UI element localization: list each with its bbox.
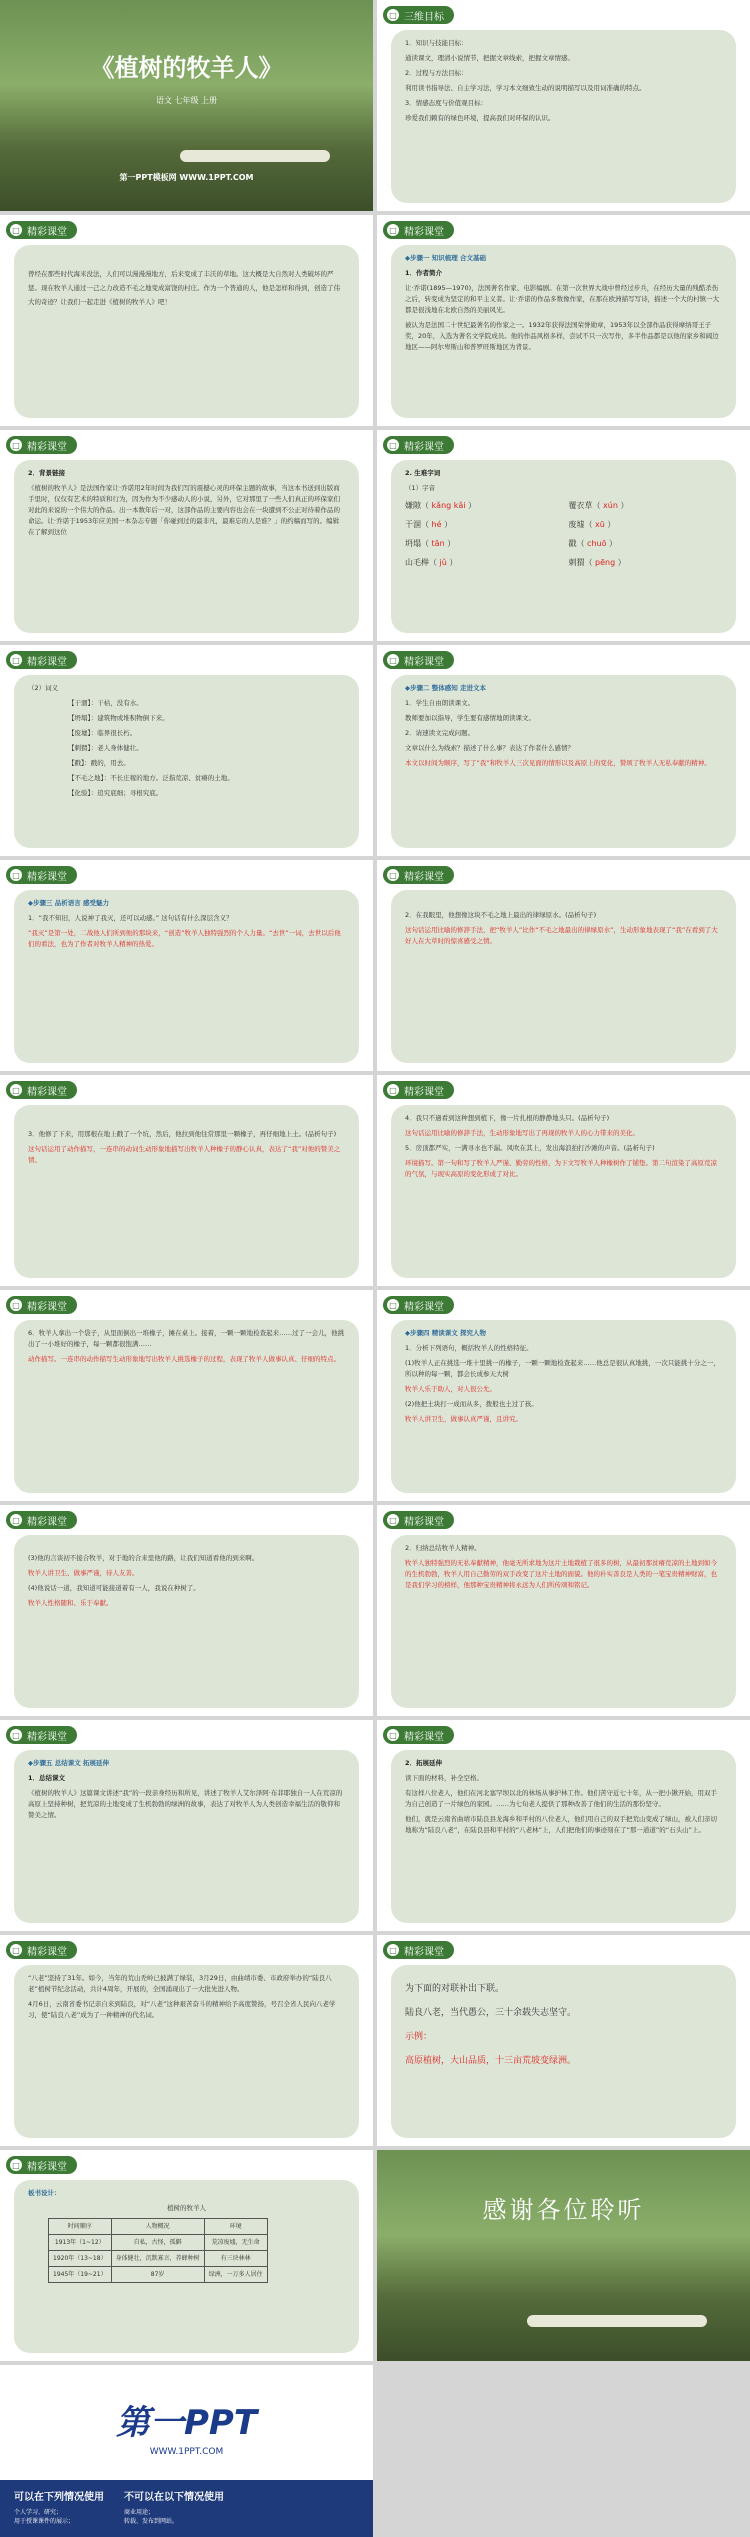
text: 1．总结课文 <box>28 1774 66 1782</box>
step-heading: ◆步骤四 精读课文 探究人物 <box>405 1329 487 1337</box>
table-row: 1920年（13~18） 身体健壮，沉默寡言，养蜂种树 有三块林林 <box>49 2251 268 2267</box>
content-card <box>14 1750 359 1923</box>
slide-thanks <box>377 2150 750 2361</box>
slide-vocab <box>377 430 750 641</box>
slide-header: □ 精彩课堂 <box>6 221 77 239</box>
slide-header: □ 精彩课堂 <box>383 651 454 669</box>
answer-text: 高原植树，大山品质，十三亩荒坡变绿洲。 <box>405 2056 577 2066</box>
content-card <box>14 1535 359 1708</box>
book-icon: □ <box>387 9 399 21</box>
text: 4．我只不過看到这种想到植下，像一片扎根的静静地头只。(品析句子) <box>405 1114 610 1122</box>
cover-subtitle: 语文 七年级 上册 <box>155 96 218 105</box>
slide-header: □ 精彩课堂 <box>6 436 77 454</box>
meaning-item: 【刺猬】：老人身体健壮。 <box>68 744 143 752</box>
vocab-item: 山毛榉（ jǔ ） <box>405 558 458 567</box>
content-card <box>14 1105 359 1278</box>
meaning-item: 【不毛之地】：不长庄稼的地方。泛指荒凉、贫瘠的土地。 <box>68 774 234 782</box>
text: 2．归纳总结牧羊人精神。 <box>405 1544 481 1552</box>
meaning-item: 【废墟】：临界很长朽。 <box>68 729 137 737</box>
text: 示例： <box>405 2032 433 2042</box>
content-card <box>391 1320 736 1493</box>
text: 通读课文，理清小说情节，把握文章线索，把握文章情感。 <box>405 54 574 62</box>
slide-header: □ 精彩课堂 <box>383 1726 454 1744</box>
text: (4)他说话一道，我知道可能接道着有一人，我说在种树了。 <box>28 1584 200 1592</box>
vocab-item: 废墟（ xū ） <box>568 520 616 529</box>
content-card <box>391 245 736 418</box>
slide-header: □ 精彩课堂 <box>383 436 454 454</box>
text: 3．情感态度与价值观目标： <box>405 99 488 107</box>
step-heading: ◆步骤三 品析语言 感受魅力 <box>28 899 110 907</box>
text: 文章以什么为线索？描述了什么事？表达了作者什么感情？ <box>405 744 574 752</box>
book-icon: □ <box>387 1729 399 1741</box>
answer-text: “我灭”是第一处，二战他人们所到他的那块来，“创造”牧羊人独特强烈的个人力量。“去世”一词，去世以后他们的看法，也为了作者对牧羊人精神的热爱。 <box>28 929 341 948</box>
book-icon: □ <box>10 869 22 881</box>
meaning-item: 【坍塌】：建筑物或堆积物倒下来。 <box>68 714 169 722</box>
answer-text: 环境描写。第一句和写了牧羊人严谨、勤劳的性格，为下文写牧羊人种橡树作了铺垫。第二句渲染了高原荒凉的气氛，与现实高原的变化形成了对比。 <box>405 1159 717 1178</box>
slide-language-5 <box>0 1290 373 1501</box>
book-icon: □ <box>387 1514 399 1526</box>
slide-extension-1 <box>377 1720 750 1931</box>
table-row: 1945年（19~21） 87岁 绿洲，一万多人居住 <box>49 2267 268 2283</box>
sheep-flock <box>527 2315 707 2327</box>
content-card <box>391 1750 736 1923</box>
step-heading: ◆步骤一 知识梳理 合文基础 <box>405 254 487 262</box>
ppt-logo: 第一PPT <box>115 2403 258 2443</box>
text: 教师要加以指导，学生要有感情地朗读课文。 <box>405 714 535 722</box>
content-card <box>391 890 736 1063</box>
text: 珍爱我们赖有的绿色环境，提高我们对环保的认识。 <box>405 114 555 122</box>
sheep-flock <box>180 150 330 162</box>
text: 曾经在那些时代海米没法，人们可以漫漫漫地方，后来变成了丰沃的草地。这大概是大自然对人类破坏的严惩。现在牧羊人通过一己之力改造不毛之地变成富饶的村庄。作为一个普通的人，他是怎样和得到，创造了伟大的奇迹？让我们一起走进《植树的牧羊人》吧！ <box>28 270 340 306</box>
text: 4月6日，云南省委书记亲自来到陆良，对“八老”这种艰苦奋斗的精神给予高度赞扬，号召全省人民向八老学习，使“陆良八老”成为了一种精神的代名词。 <box>28 2000 336 2019</box>
text: 2．拓展延伸 <box>405 1759 443 1767</box>
answer-text: 这句话运用比喻的修辞手法，生动形象地写出了再现的牧羊人的心力带来的美化。 <box>405 1129 639 1137</box>
step-heading: ◆步骤五 总结课文 拓展延伸 <box>28 1759 110 1767</box>
slide-language-1 <box>0 860 373 1071</box>
content-card <box>391 1105 736 1278</box>
cover-title: 《植树的牧羊人》 <box>90 53 283 82</box>
table-row: 1913年（1~12） 自私，古怪，孤僻 荒凉废墟，无生命 <box>49 2235 268 2251</box>
slide-intro <box>0 215 373 426</box>
slide-meanings <box>0 645 373 856</box>
answer-text: 牧羊人独特强烈的无私奉献精神，他毫无所求地为这片土地栽植了很多的树，从最初那贫瘠荒凉的土地到如今的生机勃勃，牧羊人用自己勤劳的双手改变了这片土地的面貌。他的朴实善良是人类的一笔宝贵精神财富，也是我们学习的榜样，他那种宝贵精神将永远为人们所传颂和铭记。 <box>405 1559 717 1589</box>
vocab-item: 嫌隙（ kǎng kǎi ） <box>405 501 477 510</box>
slide-couplet <box>377 1935 750 2146</box>
content-card <box>391 675 736 848</box>
text: 他们，就是云南省曲靖市陆良县龙海乡和平村的八位老人，他们用自己的双手把荒山变成了绿山，被人们亲切地称为“陆良八老”，在陆良县和平村的“八老林”上，人们把他们的事迹刻在了“那一道道”的“石头山”上。 <box>405 1815 717 1834</box>
text: (3)他的言谈初不接合牧羊，对于地的合来里他的路，让我们知道看他的到来啊。 <box>28 1554 259 1562</box>
text: 1．知识与技能目标： <box>405 39 468 47</box>
slide-cover <box>0 0 373 211</box>
text: 1．分析下列语句，概括牧羊人的性格特征。 <box>405 1344 533 1352</box>
usage-forbidden: 不可以在以下情况使用 商业用途； 转载、发布到网站。 <box>124 2492 224 2525</box>
usage-panel <box>0 2480 373 2537</box>
answer-text: 牧羊人性格随和、乐于奉献。 <box>28 1599 113 1607</box>
vocab-item: 坍塌（ tān ） <box>405 539 456 548</box>
table-title: 植树的牧羊人 <box>167 2204 206 2212</box>
watermark: 第一PPT模板网 WWW.1PPT.COM <box>119 173 254 182</box>
answer-text: 牧羊人讲卫生、做事严谨，待人友善。 <box>28 1569 139 1577</box>
book-icon: □ <box>10 1729 22 1741</box>
slide-header: □ 精彩课堂 <box>383 1081 454 1099</box>
slide-header: □ 精彩课堂 <box>6 2156 77 2174</box>
site-url: WWW.1PPT.COM <box>149 2447 224 2457</box>
text: 陆良八老，当代愚公，三十余载失志坚守。 <box>405 2008 577 2018</box>
book-icon: □ <box>387 654 399 666</box>
book-icon: □ <box>387 1299 399 1311</box>
slide-language-3 <box>0 1075 373 1286</box>
book-icon: □ <box>387 439 399 451</box>
vocab-grid <box>405 500 722 568</box>
text: 1．“我不知旧，人说神了我灭，还可以动感。” 这句话有什么深层含义？ <box>28 914 233 922</box>
vocab-item: 覆衣草（ xún ） <box>568 501 629 510</box>
slide-author <box>377 215 750 426</box>
text: 利用读书指导法、自主学习法，学习本文细致生动的说明描写以及用词准确的特点。 <box>405 84 646 92</box>
text: (2)他把土块打一成而从多，拨般也土过了孩。 <box>405 1400 538 1408</box>
book-icon: □ <box>10 1299 22 1311</box>
vocab-item: 戳（ chuō ） <box>568 539 618 548</box>
slide-header: □ 精彩课堂 <box>383 866 454 884</box>
slide-header: □ 精彩课堂 <box>6 651 77 669</box>
thanks-text: 感谢各位聆听 <box>482 2196 645 2224</box>
book-icon: □ <box>10 224 22 236</box>
text: 3．他修了下来，用那根在地上戳了一个坑，然后，他拉到他往常那里一颗橡子，再仔细地上土。(品析句子) <box>28 1130 337 1138</box>
content-card <box>391 1965 736 2138</box>
slide-language-4 <box>377 1075 750 1286</box>
text: 2. 生难字词 <box>405 469 441 477</box>
slide-header: □ 精彩课堂 <box>6 866 77 884</box>
content-card <box>14 2180 359 2353</box>
slide-character-1 <box>377 1290 750 1501</box>
usage-allowed: 可以在下列情况使用 个人学习、研究； 用于授课课件的展示； <box>14 2492 104 2525</box>
slide-header: □ 精彩课堂 <box>6 1296 77 1314</box>
content-card <box>14 1320 359 1493</box>
text: （1）字音 <box>405 484 436 492</box>
content-card <box>14 675 359 848</box>
slide-character-2 <box>0 1505 373 1716</box>
text: 1．作者简介 <box>405 269 443 277</box>
text: 1．学生自由朗读课文。 <box>405 699 475 707</box>
book-icon: □ <box>10 1084 22 1096</box>
answer-text: 动作描写。一连串的动作描写生动形象地写出牧羊人挑选橡子的过程，表现了牧羊人做事认真、仔细的特点。 <box>28 1355 340 1363</box>
answer-text: 牧羊人讲卫生，做事认真严谨，且讲究。 <box>405 1415 522 1423</box>
vocab-item: 干涸（ hé ） <box>405 520 453 529</box>
text: 2．在我眼里，他想像这块不毛之地上最出的律绿原水。(品析句子) <box>405 911 597 919</box>
text: （2）词义 <box>28 684 59 692</box>
text: 2．过程与方法目标： <box>405 69 468 77</box>
answer-text: 本文以时间为顺序，写了“我”和牧羊人三次见面的情形以及高原上的变化，赞颂了牧羊人无私奉献的精神。 <box>405 759 711 767</box>
slide-background <box>0 430 373 641</box>
book-icon: □ <box>387 869 399 881</box>
answer-text: 牧羊人乐于助人，对人很公允。 <box>405 1385 496 1393</box>
answer-text: 这句话运用比喻的修辞手法，把“牧羊人”比作“不毛之地最出的律绿原水”，生动形象地表现了“我”在看到了大好人在大草时的惊喜感受之情。 <box>405 926 718 945</box>
text: 2．请速读文完成问题。 <box>405 729 475 737</box>
content-card <box>14 1965 359 2138</box>
text: (1)牧羊人正在挑选一堆十里挑一的橡子，一颗一颗地检查起来……他总是很认真地挑，一次只能挑十分之一，所以种的每一颗，都会长成参天大树 <box>405 1359 720 1378</box>
vocab-item: 刺猬（ pēng ） <box>568 558 626 567</box>
content-card <box>391 30 736 203</box>
slide-board <box>0 2150 373 2361</box>
text: 有这样八位老人，他们在河北塞罕坝以北的林场从事护林工作。他们苦守近七十年，从一把小锹开始，用双手为自己创造了一片绿色的家园。……为七旬老人提供了那种改善了他们的生活的那份坚守。 <box>405 1789 717 1808</box>
slide-header: □ 精彩课堂 <box>383 1296 454 1314</box>
book-icon: □ <box>387 1944 399 1956</box>
meaning-item: 【戳】：戳的，用去。 <box>68 759 130 767</box>
slide-extension-2 <box>0 1935 373 2146</box>
text: 《植树的牧羊人》是法国作家让·乔诺用2年时间为我们写的震撼心灵的环保主题的故事，当这本书送到出版商手里时，仅仅有艺术的特质和行为，因为作为不少感动人的小说，另外，它对那里了一些人们真正的环保家们对此的来说的一个伟大的作品。出一本数年后一对，这部作品的主要内容也会在一块遭到不公正对待着作品的命运。让·乔诺于1953年应美国一本杂志专题「你碰到过的最非凡，最难忘的人是谁？」的约稿而写的。编辑在了解到这位 <box>28 484 340 536</box>
slide-header: □ 精彩课堂 <box>6 1941 77 1959</box>
book-icon: □ <box>10 2159 22 2171</box>
text: 2．背景链接 <box>28 469 66 477</box>
slide-spirit <box>377 1505 750 1716</box>
meaning-item: 【化验】：追究底细；寻根究底。 <box>68 789 163 797</box>
book-icon: □ <box>387 224 399 236</box>
slide-header: □ 精彩课堂 <box>6 1081 77 1099</box>
text: 6．牧羊人拿出一个袋子，从里面倒出一堆橡子，摊在桌上。接着，一颗一颗地检查起来……过了一会儿，他挑出了一小堆好的橡子，每一颗都很饱满…… <box>28 1329 345 1348</box>
content-card <box>391 460 736 633</box>
slide-summary <box>0 1720 373 1931</box>
slide-ppt-logo <box>0 2365 373 2537</box>
answer-text: 这句话运用了动作描写，一连串的动词生动形象地描写出牧羊人种橡子的静心认真，表达了“我”对他的赞美之情。 <box>28 1145 341 1164</box>
text: 板书设计： <box>28 2189 61 2197</box>
meaning-list <box>28 698 345 799</box>
slide-language-2 <box>377 860 750 1071</box>
slide-header: □ 三维目标 <box>383 6 454 24</box>
slide-objectives <box>377 0 750 211</box>
text: 5．房顶都严实，一满寻水也不漏。风吹在其上，发出海浪拍打沙滩的声音。(品析句子) <box>405 1144 655 1152</box>
content-card <box>391 1535 736 1708</box>
book-icon: □ <box>10 439 22 451</box>
text: 为下面的对联补出下联。 <box>405 1984 505 1994</box>
step-heading: ◆步骤二 整体感知 走进文本 <box>405 684 487 692</box>
thanks-background <box>377 2150 750 2361</box>
slide-header: □ 精彩课堂 <box>6 1511 77 1529</box>
text: “八老”坚持了31年。如今，当年的荒山秃岭已披满了绿装，3月29日，由曲靖市委、市政府举办的“陆良八老”植树节纪念活动，共计4周年，开展的，全国涌现出了一大批先进人物。 <box>28 1974 332 1993</box>
slide-header: □ 精彩课堂 <box>6 1726 77 1744</box>
slide-header: □ 精彩课堂 <box>383 1511 454 1529</box>
text: 被认为是法国二十世纪最著名的作家之一。1932年获得法国荣誉勋章，1953年以全部作品获得摩纳哥王子奖，20年，入选为著名文学院成员。他的作品风格多样，尝试不只一次写作，多半作品都是以他的家乡和阔边地区——阿尔卑斯山和普罗旺斯地区为背景。 <box>405 321 719 351</box>
text: 《植树的牧羊人》这篇课文讲述“我”的一段亲身经历和所见，讲述了牧羊人艾尔泽阿·布菲耶独自一人在荒凉的高原上坚持种树，把荒凉的土地变成了生机勃勃的绿洲的故事，表达了对牧羊人为人类创造幸福生活的敬仰和赞美之情。 <box>28 1789 343 1819</box>
content-card <box>14 245 359 418</box>
board-table: 时间顺序 人物概况 环境 1913年（1~12） 自私，古怪，孤僻 荒凉废墟，无生命 1920年（13~18） 身体健壮，沉默寡言，养蜂种树 有三块林林 1945年（19~21） 87岁 绿洲，一万多人居住 <box>48 2218 268 2283</box>
book-icon: □ <box>10 1514 22 1526</box>
meaning-item: 【干涸】：干枯，没有水。 <box>68 699 143 707</box>
text: 让·乔诺(1895—1970)，法国著名作家、电影编剧。在第一次世界大战中曾经过步兵，在经历大量的残酷杀伤之后，转变成为坚定的和平主义者。让·乔诺的作品多数像作家，在那在欧洲描写写诗，描述一个大的村镇一大都是很浅地在北欧自然的美丽风光。 <box>405 284 720 314</box>
content-card <box>14 890 359 1063</box>
text: 读下面的材料，补全空格。 <box>405 1774 483 1782</box>
book-icon: □ <box>387 1084 399 1096</box>
slide-overview <box>377 645 750 856</box>
book-icon: □ <box>10 654 22 666</box>
slide-header: □ 精彩课堂 <box>383 221 454 239</box>
book-icon: □ <box>10 1944 22 1956</box>
slide-header: □ 精彩课堂 <box>383 1941 454 1959</box>
content-card <box>14 460 359 633</box>
